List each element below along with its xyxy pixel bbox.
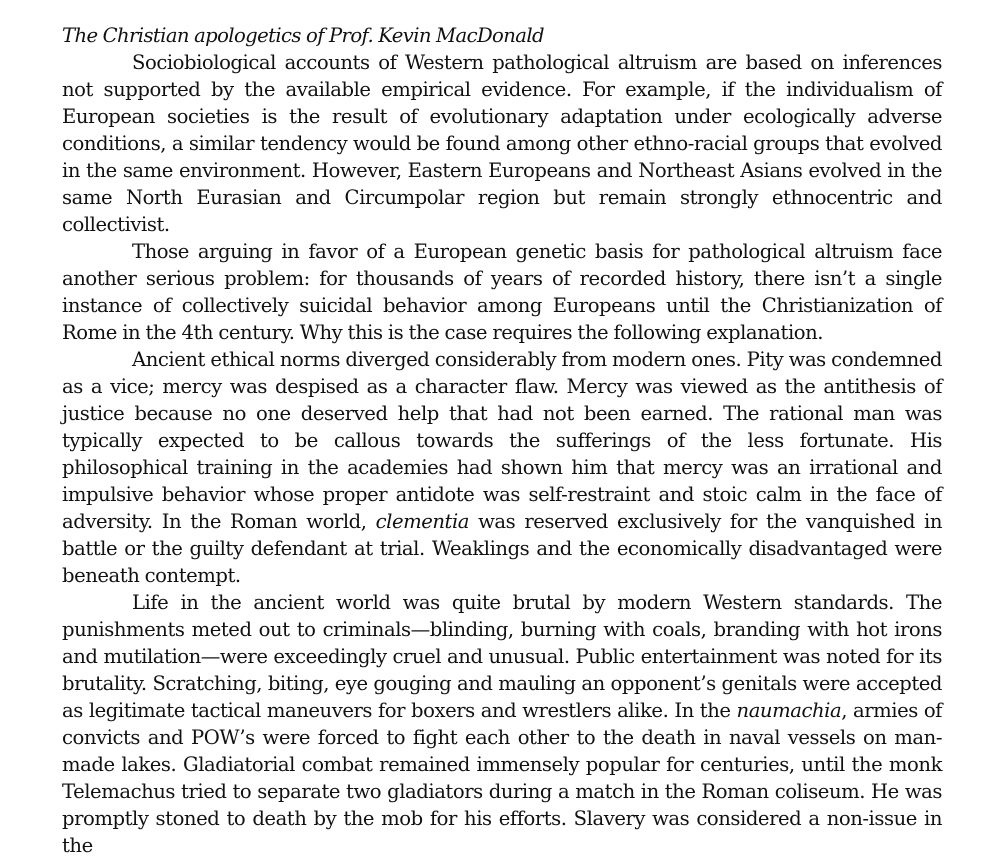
paragraph-text: Ancient ethical norms diverged considerably from modern ones. Pity was condemned as a vice; mercy was despised as a character flaw. Mercy was viewed as the antithesis of justice because no one deserved help that had not been earned. The rational man was typically expected to be callous towards the sufferings of the less fortunate. His philosophical training in the academies had shown him that mercy was an irrational and impulsive behavior whose proper antidote was self-restraint and stoic calm in the face of adversity. In the Roman world,: [62, 348, 942, 533]
paragraph-text: Those arguing in favor of a European genetic basis for pathological altruism face another serious problem: for thousands of years of recorded history, there isn’t a single instance of collectively suicidal behavior among Europeans until the Christianization of Rome in the 4th century. Why this is the case requires the following explanation.: [62, 240, 942, 344]
document-title: The Christian apologetics of Prof. Kevin MacDonald: [62, 24, 544, 47]
italic-term-clementia: clementia: [375, 510, 470, 533]
paragraph-4: [62, 589, 942, 859]
paragraph-text: Life in the ancient world was quite brutal by modern Western standards. The punishments meted out to criminals—blinding, burning with coals, branding with hot irons and mutilation—were exceedingly cruel and unusual. Public entertainment was noted for its brutality. Scratching, biting, eye gouging and mauling an opponent’s genitals were accepted as legitimate tactical maneuvers for boxers and wrestlers alike. In the: [62, 591, 942, 722]
document-page: [62, 22, 942, 859]
paragraph-text: , armies of convicts and POW’s were forced to fight each other to the death in naval vessels on man-made lakes. Gladiatorial combat remained immensely popular for centuries, until the monk Telemachus tried to separate two gladiators during a match in the Roman coliseum. He was promptly stoned to death by the mob for his efforts. Slavery was considered a non-issue in the: [62, 699, 942, 857]
italic-term-naumachia: naumachia: [736, 699, 842, 722]
paragraph-1: [62, 49, 942, 238]
paragraph-2: [62, 238, 942, 346]
paragraph-text: Sociobiological accounts of Western pathological altruism are based on inferences not supported by the available empirical evidence. For example, if the individualism of European societies is the result of evolutionary adaptation under ecologically adverse conditions, a similar tendency would be found among other ethno-racial groups that evolved in the same environment. However, Eastern Europeans and Northeast Asians evolved in the same North Eurasian and Circumpolar region but remain strongly ethnocentric and collectivist.: [62, 51, 942, 236]
paragraph-3: [62, 346, 942, 589]
paragraph-text: was reserved exclusively for the vanquished in battle or the guilty defendant at trial. Weaklings and the economically disadvantaged were beneath contempt.: [62, 510, 942, 587]
